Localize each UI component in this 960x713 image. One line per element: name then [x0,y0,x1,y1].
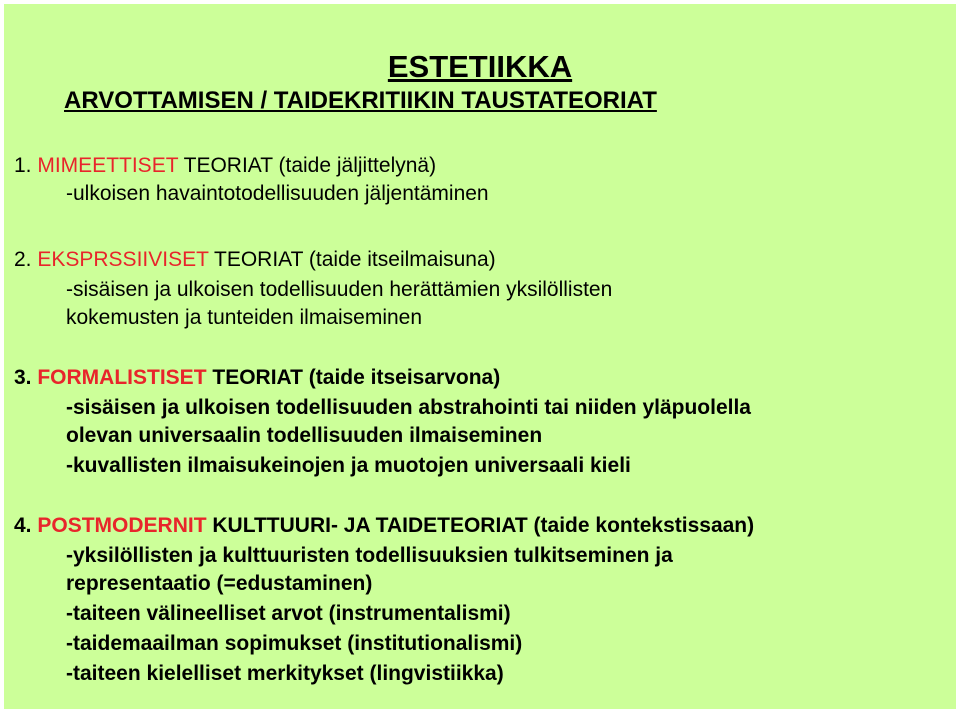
slide [4,4,956,709]
section-keyword: MIMEETTISET [37,154,179,177]
section-line: -taidemaailman sopimukset (institutionalismi) [66,632,523,655]
section-heading-rest: TEORIAT (taide itseilmaisuna) [208,248,496,271]
section-formalistiset [14,364,949,480]
section-number: 4. [14,514,32,537]
section-line: -sisäisen ja ulkoisen todellisuuden abstrahointi tai niiden yläpuolella [66,396,751,419]
section-heading [14,364,949,392]
section-line: -yksilöllisten ja kulttuuristen todellisuuksien tulkitseminen ja [66,544,673,567]
section-keyword: POSTMODERNIT [37,514,207,537]
section-heading [14,152,949,180]
section-keyword: FORMALISTISET [37,366,207,389]
section-line: representaatio (=edustaminen) [66,572,373,595]
section-heading [14,512,949,540]
section-line: -sisäisen ja ulkoisen todellisuuden herättämien yksilöllisten [66,278,613,301]
section-heading-rest: TEORIAT (taide jäljittelynä) [178,154,437,177]
section-mimeettiset [14,152,949,208]
section-ekspressiiviset [14,246,949,332]
slide-title: ESTETIIKKA [387,49,573,84]
section-postmodernit [14,512,949,688]
section-keyword: EKSPRSSIIVISET [37,248,209,271]
section-line: kokemusten ja tunteiden ilmaiseminen [66,306,423,329]
section-line: -taiteen välineelliset arvot (instrumentalismi) [66,602,511,625]
section-number: 3. [14,366,32,389]
slide-subtitle: ARVOTTAMISEN / TAIDEKRITIIKIN TAUSTATEORIAT [64,87,657,114]
section-line: -ulkoisen havaintotodellisuuden jäljentäminen [66,182,489,205]
section-number: 1. [14,154,32,177]
section-line: -kuvallisten ilmaisukeinojen ja muotojen universaali kieli [66,454,631,477]
section-line: olevan universaalin todellisuuden ilmaiseminen [66,424,543,447]
section-number: 2. [14,248,32,271]
section-heading [14,246,949,274]
section-line: -taiteen kielelliset merkitykset (lingvistiikka) [66,662,504,685]
section-heading-rest: TEORIAT (taide itseisarvona) [206,366,501,389]
section-heading-rest: KULTTUURI- JA TAIDETEORIAT (taide kontekstissaan) [206,514,755,537]
